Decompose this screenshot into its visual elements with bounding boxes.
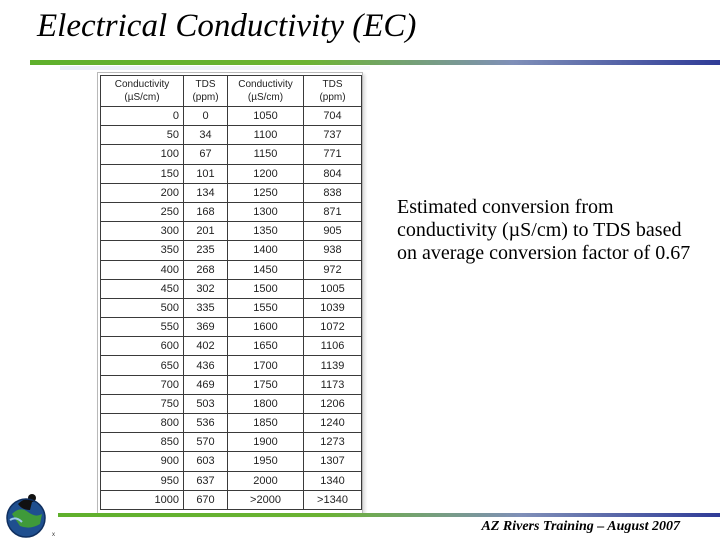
table-row: [101, 298, 362, 317]
cell-conductivity-1: 450: [101, 279, 184, 298]
cell-tds-2: 905: [304, 222, 362, 241]
title-divider: [30, 60, 720, 65]
cell-conductivity-1: 400: [101, 260, 184, 279]
cell-tds-1: 235: [184, 241, 228, 260]
table-row: [101, 452, 362, 471]
cell-tds-2: 804: [304, 164, 362, 183]
cell-tds-1: 469: [184, 375, 228, 394]
cell-conductivity-2: 1250: [228, 183, 304, 202]
cell-tds-1: 603: [184, 452, 228, 471]
cell-tds-2: 1340: [304, 471, 362, 490]
cell-tds-1: 0: [184, 107, 228, 126]
table-row: [101, 145, 362, 164]
cell-conductivity-2: 1600: [228, 318, 304, 337]
cell-conductivity-1: 800: [101, 414, 184, 433]
cell-tds-2: 972: [304, 260, 362, 279]
cell-tds-1: 436: [184, 356, 228, 375]
cell-tds-1: 369: [184, 318, 228, 337]
cell-conductivity-2: 1300: [228, 202, 304, 221]
cell-conductivity-1: 100: [101, 145, 184, 164]
title-divider-shadow: [60, 66, 370, 70]
cell-tds-1: 503: [184, 394, 228, 413]
cell-conductivity-2: 1400: [228, 241, 304, 260]
cell-tds-1: 335: [184, 298, 228, 317]
cell-tds-1: 101: [184, 164, 228, 183]
cell-tds-2: 838: [304, 183, 362, 202]
cell-tds-1: 670: [184, 490, 228, 509]
cell-conductivity-1: 200: [101, 183, 184, 202]
table-row: [101, 394, 362, 413]
cell-conductivity-2: 1850: [228, 414, 304, 433]
table-row: [101, 414, 362, 433]
conversion-description: Estimated conversion from conductivity (µS/cm) to TDS based on average conversion factor of 0.67: [397, 196, 691, 264]
cell-conductivity-2: 1150: [228, 145, 304, 164]
cell-conductivity-1: 750: [101, 394, 184, 413]
cell-tds-2: 1206: [304, 394, 362, 413]
cell-tds-1: 134: [184, 183, 228, 202]
cell-conductivity-1: 250: [101, 202, 184, 221]
cell-tds-2: 1106: [304, 337, 362, 356]
cell-tds-1: 637: [184, 471, 228, 490]
table-row: [101, 126, 362, 145]
cell-conductivity-2: 1900: [228, 433, 304, 452]
header-tds-1: TDS (ppm): [184, 76, 228, 107]
cell-conductivity-2: 1500: [228, 279, 304, 298]
table-row: [101, 356, 362, 375]
table-row: [101, 318, 362, 337]
cell-conductivity-2: >2000: [228, 490, 304, 509]
cell-tds-2: 871: [304, 202, 362, 221]
cell-conductivity-2: 1350: [228, 222, 304, 241]
cell-conductivity-1: 700: [101, 375, 184, 394]
cell-tds-2: 1072: [304, 318, 362, 337]
cell-conductivity-1: 650: [101, 356, 184, 375]
table-row: [101, 107, 362, 126]
cell-conductivity-2: 1100: [228, 126, 304, 145]
table-row: [101, 164, 362, 183]
table-row: [101, 183, 362, 202]
cell-conductivity-1: 350: [101, 241, 184, 260]
table-row: [101, 241, 362, 260]
cell-tds-2: 704: [304, 107, 362, 126]
cell-conductivity-1: 1000: [101, 490, 184, 509]
cell-tds-2: 1173: [304, 375, 362, 394]
cell-conductivity-1: 900: [101, 452, 184, 471]
cell-tds-2: 1005: [304, 279, 362, 298]
table-body: [101, 107, 362, 510]
cell-tds-2: 1139: [304, 356, 362, 375]
cell-tds-2: 1307: [304, 452, 362, 471]
cell-tds-1: 201: [184, 222, 228, 241]
table-row: [101, 202, 362, 221]
cell-conductivity-2: 1650: [228, 337, 304, 356]
cell-tds-1: 67: [184, 145, 228, 164]
header-conductivity-1: Conductivity (µS/cm): [101, 76, 184, 107]
cell-tds-1: 168: [184, 202, 228, 221]
cell-conductivity-1: 50: [101, 126, 184, 145]
cell-conductivity-2: 1550: [228, 298, 304, 317]
cell-tds-2: >1340: [304, 490, 362, 509]
cell-tds-1: 402: [184, 337, 228, 356]
cell-tds-1: 302: [184, 279, 228, 298]
table-row: [101, 260, 362, 279]
cell-conductivity-2: 1950: [228, 452, 304, 471]
cell-conductivity-2: 1750: [228, 375, 304, 394]
cell-tds-2: 1039: [304, 298, 362, 317]
cell-tds-2: 771: [304, 145, 362, 164]
cell-conductivity-1: 500: [101, 298, 184, 317]
cell-conductivity-1: 0: [101, 107, 184, 126]
cell-conductivity-1: 300: [101, 222, 184, 241]
cell-tds-2: 1240: [304, 414, 362, 433]
cell-conductivity-1: 150: [101, 164, 184, 183]
cell-tds-2: 737: [304, 126, 362, 145]
table-row: [101, 375, 362, 394]
header-tds-2: TDS (ppm): [304, 76, 362, 107]
table-row: [101, 471, 362, 490]
header-conductivity-2: Conductivity (µS/cm): [228, 76, 304, 107]
cell-conductivity-2: 1050: [228, 107, 304, 126]
table-header-row: [101, 76, 362, 107]
cell-conductivity-1: 550: [101, 318, 184, 337]
cell-tds-2: 938: [304, 241, 362, 260]
cell-conductivity-2: 1700: [228, 356, 304, 375]
cell-conductivity-2: 1200: [228, 164, 304, 183]
cell-conductivity-1: 600: [101, 337, 184, 356]
footer-divider: [58, 513, 720, 517]
table-row: [101, 433, 362, 452]
slide-title: Electrical Conductivity (EC): [37, 8, 417, 44]
table-row: [101, 337, 362, 356]
table-row: [101, 490, 362, 509]
table-row: [101, 279, 362, 298]
cell-conductivity-2: 1450: [228, 260, 304, 279]
conversion-table: [100, 75, 362, 510]
svg-text:x: x: [52, 532, 55, 538]
cell-tds-1: 536: [184, 414, 228, 433]
cell-conductivity-2: 1800: [228, 394, 304, 413]
cell-tds-1: 34: [184, 126, 228, 145]
cell-tds-2: 1273: [304, 433, 362, 452]
table-row: [101, 222, 362, 241]
cell-conductivity-2: 2000: [228, 471, 304, 490]
az-rivers-logo-icon: [2, 488, 58, 538]
footer-text: AZ Rivers Training – August 2007: [481, 519, 680, 534]
cell-conductivity-1: 950: [101, 471, 184, 490]
cell-tds-1: 268: [184, 260, 228, 279]
cell-tds-1: 570: [184, 433, 228, 452]
cell-conductivity-1: 850: [101, 433, 184, 452]
conversion-table-image: [97, 72, 363, 514]
